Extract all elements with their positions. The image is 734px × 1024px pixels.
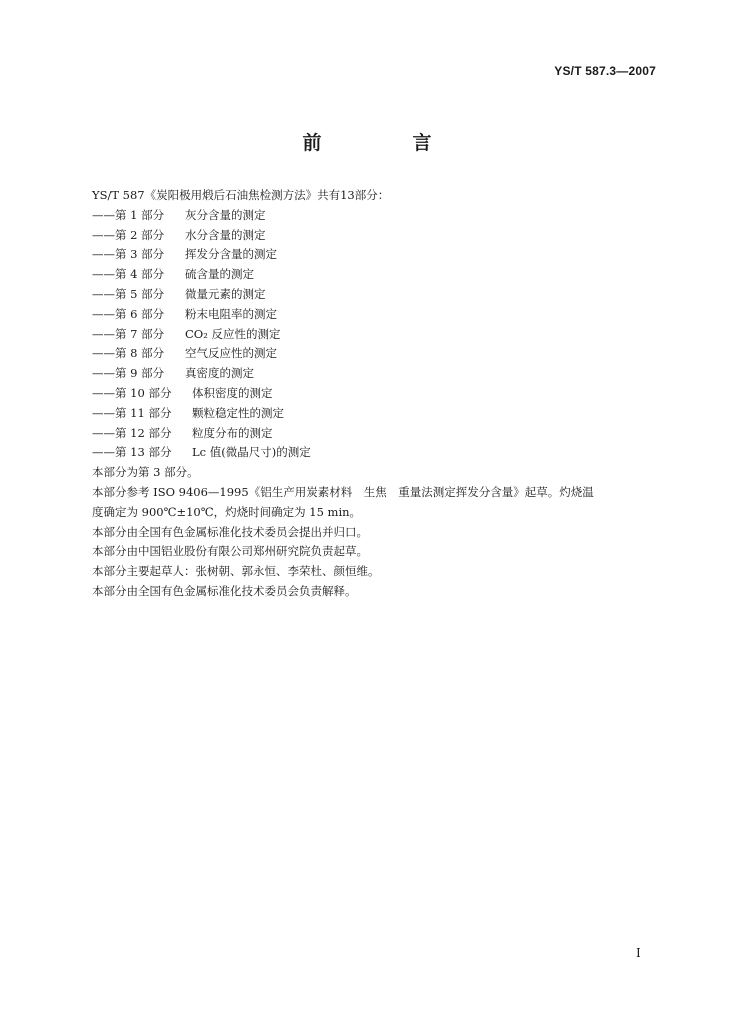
- list-item: [92, 245, 660, 265]
- part-number: ——第 3 部分: [92, 247, 165, 262]
- part-name: 微量元素的测定: [185, 286, 266, 301]
- list-item: [92, 265, 660, 285]
- part-number: ——第 7 部分: [92, 326, 165, 341]
- part-number: ——第 1 部分: [92, 207, 165, 222]
- list-item: [92, 305, 660, 325]
- part-name: 粒度分布的测定: [192, 425, 273, 440]
- list-item: [92, 404, 660, 424]
- list-item: [92, 206, 660, 226]
- part-number: ——第 4 部分: [92, 267, 165, 282]
- part-name: 水分含量的测定: [185, 227, 266, 242]
- part-name: 挥发分含量的测定: [185, 247, 277, 262]
- list-item: [92, 384, 660, 404]
- part-name: 颗粒稳定性的测定: [192, 405, 284, 420]
- paragraph-reference-line2: 度确定为 900℃±10℃，灼烧时间确定为 15 min。: [92, 504, 362, 519]
- part-name: Lc 值(微晶尺寸)的测定: [192, 445, 311, 460]
- list-item: [92, 424, 660, 444]
- document-body: [92, 186, 660, 602]
- list-item: [92, 226, 660, 246]
- part-name: 真密度的测定: [185, 366, 254, 381]
- part-number: ——第 9 部分: [92, 366, 165, 381]
- part-name: 硫含量的测定: [185, 267, 254, 282]
- part-number: ——第 12 部分: [92, 425, 172, 440]
- list-item: [92, 285, 660, 305]
- paragraph-reference-line1: 本部分参考 ISO 9406—1995《铝生产用炭素材料 生焦 重量法测定挥发分含量》起草。灼烧温: [92, 484, 594, 499]
- page-title: 前 言: [302, 132, 468, 154]
- list-item: [92, 443, 660, 463]
- part-number: ——第 13 部分: [92, 445, 172, 460]
- page-number: I: [636, 946, 641, 960]
- part-number: ——第 11 部分: [92, 405, 172, 420]
- paragraph-drafters: 本部分主要起草人：张树朝、郭永恒、李荣杜、颜恒维。: [92, 564, 380, 579]
- part-number: ——第 10 部分: [92, 385, 172, 400]
- paragraph-drafted-by: 本部分由中国铝业股份有限公司郑州研究院负责起草。: [92, 544, 368, 559]
- part-name: CO₂ 反应性的测定: [185, 326, 281, 341]
- list-item: [92, 325, 660, 345]
- intro-line: YS/T 587《炭阳极用煅后石油焦检测方法》共有13部分：: [92, 188, 390, 202]
- parts-list: [92, 206, 660, 463]
- list-item: [92, 344, 660, 364]
- part-name: 体积密度的测定: [192, 385, 273, 400]
- part-number: ——第 5 部分: [92, 286, 165, 301]
- part-number: ——第 2 部分: [92, 227, 165, 242]
- part-number: ——第 6 部分: [92, 306, 165, 321]
- list-item: [92, 364, 660, 384]
- paragraph-proposed-by: 本部分由全国有色金属标准化技术委员会提出并归口。: [92, 524, 368, 539]
- paragraph-interpretation: 本部分由全国有色金属标准化技术委员会负责解释。: [92, 583, 357, 598]
- part-name: 灰分含量的测定: [185, 207, 266, 222]
- part-name: 空气反应性的测定: [185, 346, 277, 361]
- part-number: ——第 8 部分: [92, 346, 165, 361]
- part-name: 粉末电阻率的测定: [185, 306, 277, 321]
- paragraph-part-statement: 本部分为第 3 部分。: [92, 465, 199, 480]
- standard-code: YS/T 587.3—2007: [554, 64, 656, 78]
